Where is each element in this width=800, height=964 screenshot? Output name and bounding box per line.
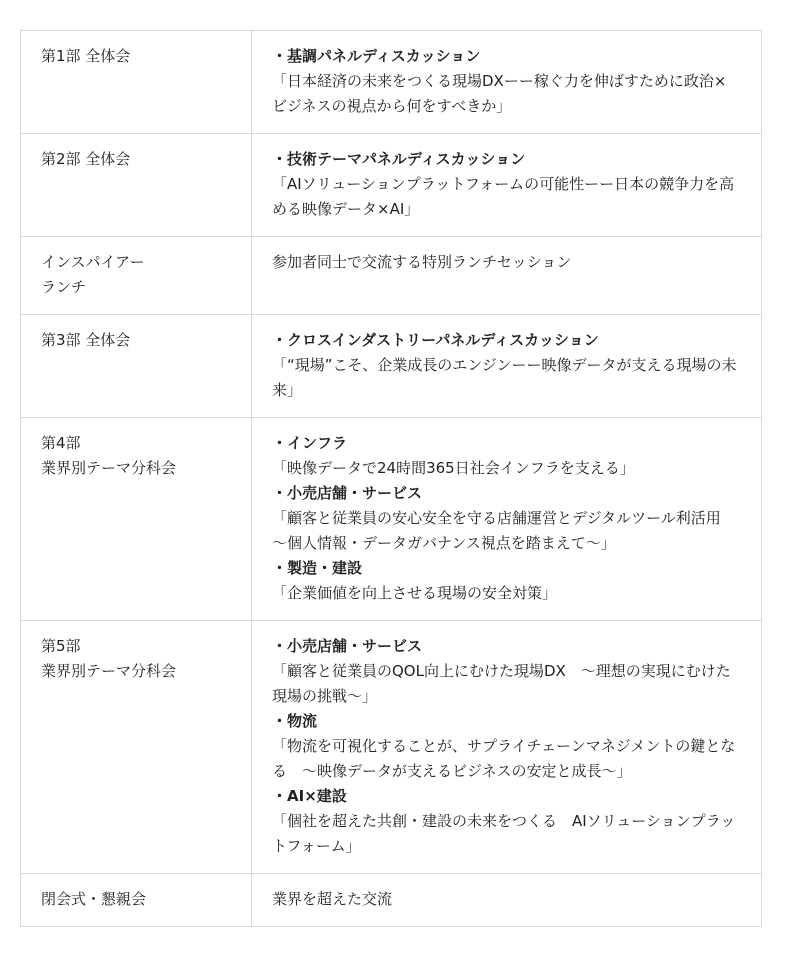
panel-theme: 「日本経済の未来をつくる現場DXーー稼ぐ力を伸ばすために政治×ビジネスの視点から何をすべきか」 <box>272 72 727 115</box>
session-cell <box>21 874 252 927</box>
table-row <box>21 134 762 237</box>
session-name-line: 第2部 全体会 <box>41 150 131 168</box>
session-description: 業界を超えた交流 <box>272 890 393 908</box>
track-theme: 「顧客と従業員のQOL向上にむけた現場DX 〜理想の実現にむけた現場の挑戦〜」 <box>272 662 731 705</box>
table-row <box>21 621 762 874</box>
panel-theme: 「“現場”こそ、企業成長のエンジンーー映像データが支える現場の未来」 <box>272 356 737 399</box>
program-schedule-table <box>20 30 762 927</box>
panel-title: ・技術テーマパネルディスカッション <box>272 150 526 168</box>
session-name-line: 閉会式・懇親会 <box>41 890 147 908</box>
session-cell <box>21 621 252 874</box>
track-title: ・AI×建設 <box>272 787 347 805</box>
session-cell <box>21 237 252 315</box>
session-description: 参加者同士で交流する特別ランチセッション <box>272 253 572 271</box>
detail-cell <box>252 315 762 418</box>
session-cell <box>21 418 252 621</box>
panel-title: ・クロスインダストリーパネルディスカッション <box>272 331 599 349</box>
session-name-line: ランチ <box>41 278 87 296</box>
track-theme: 「顧客と従業員の安心安全を守る店舗運営とデジタルツール利活用 〜個人情報・データガバナンス視点を踏まえて〜」 <box>272 509 721 552</box>
table-row <box>21 418 762 621</box>
session-cell <box>21 315 252 418</box>
session-name-line: 業界別テーマ分科会 <box>41 662 177 680</box>
panel-theme: 「AIソリューションプラットフォームの可能性ーー日本の競争力を高める映像データ×AI」 <box>272 175 735 218</box>
detail-cell <box>252 418 762 621</box>
track-theme: 「物流を可視化することが、サプライチェーンマネジメントの鍵となる 〜映像データが支えるビジネスの安定と成長〜」 <box>272 737 736 780</box>
session-name-line: 業界別テーマ分科会 <box>41 459 177 477</box>
session-name-line: 第3部 全体会 <box>41 331 131 349</box>
track-title: ・物流 <box>272 712 318 730</box>
detail-cell <box>252 874 762 927</box>
track-title: ・インフラ <box>272 434 348 452</box>
table-row <box>21 315 762 418</box>
track-theme: 「企業価値を向上させる現場の安全対策」 <box>272 584 558 602</box>
session-name-line: 第4部 <box>41 434 81 452</box>
session-cell <box>21 31 252 134</box>
detail-cell <box>252 134 762 237</box>
detail-cell <box>252 31 762 134</box>
track-theme: 「個社を超えた共創・建設の未来をつくる AIソリューションプラットフォーム」 <box>272 812 736 855</box>
detail-cell <box>252 237 762 315</box>
panel-title: ・基調パネルディスカッション <box>272 47 481 65</box>
session-name-line: 第1部 全体会 <box>41 47 131 65</box>
schedule-body <box>21 31 762 927</box>
table-row <box>21 874 762 927</box>
track-theme: 「映像データで24時間365日社会インフラを支える」 <box>272 459 635 477</box>
detail-cell <box>252 621 762 874</box>
session-name-line: インスパイアー <box>41 253 145 271</box>
session-name-line: 第5部 <box>41 637 81 655</box>
session-cell <box>21 134 252 237</box>
table-row <box>21 237 762 315</box>
track-title: ・小売店舗・サービス <box>272 484 423 502</box>
track-title: ・小売店舗・サービス <box>272 637 423 655</box>
track-title: ・製造・建設 <box>272 559 363 577</box>
table-row <box>21 31 762 134</box>
